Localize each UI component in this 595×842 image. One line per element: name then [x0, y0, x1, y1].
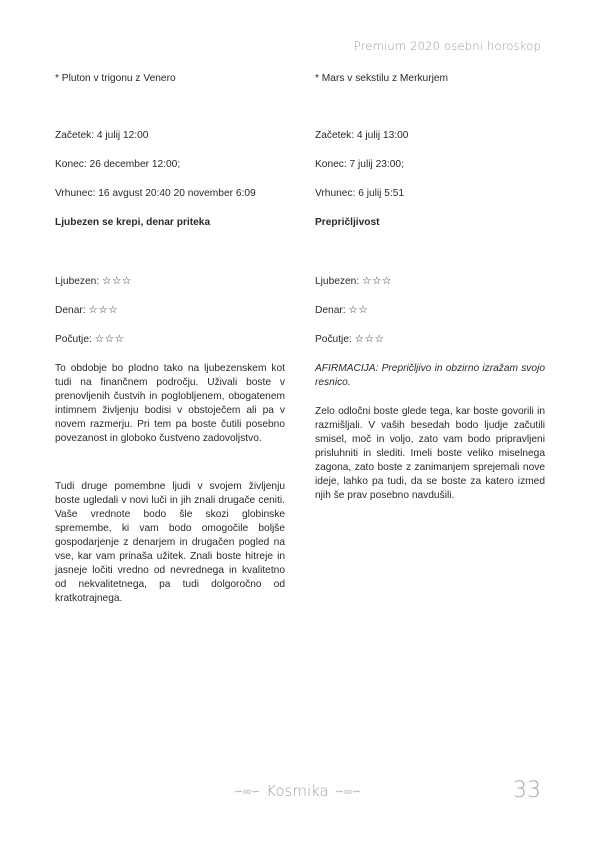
star-icon: ☆☆	[348, 304, 369, 316]
page-number: 33	[513, 778, 541, 803]
love-rating	[315, 274, 392, 289]
brand-logo	[0, 782, 595, 800]
star-icon: ☆☆☆	[102, 275, 132, 287]
star-icon: ☆☆☆	[362, 275, 392, 287]
affirmation: AFIRMACIJA: Prepričljivo in obzirno izražam svojo resnico.	[315, 363, 545, 388]
wellbeing-label: Počutje:	[55, 334, 92, 345]
star-icon: ☆☆☆	[354, 333, 385, 345]
page-header: Premium 2020 osebni horoskop	[353, 39, 541, 53]
money-label: Denar:	[315, 305, 346, 316]
peak-date: Vrhunec: 16 avgust 20:40 20 november 6:09	[55, 188, 256, 199]
ornament-icon: ∽∞∽	[233, 785, 261, 798]
love-rating	[55, 274, 132, 289]
wellbeing-label: Počutje:	[315, 334, 352, 345]
star-icon: ☆☆☆	[94, 333, 125, 345]
love-label: Ljubezen:	[55, 276, 100, 287]
ornament-icon: ∽∞∽	[334, 785, 362, 798]
end-date: Konec: 26 december 12:00;	[55, 159, 181, 170]
money-rating	[55, 303, 118, 318]
love-label: Ljubezen:	[315, 276, 360, 287]
end-date: Konec: 7 julij 23:00;	[315, 159, 404, 170]
section-title: Ljubezen se krepi, denar priteka	[55, 217, 211, 228]
peak-date: Vrhunec: 6 julij 5:51	[315, 188, 405, 199]
aspect-title: * Mars v sekstilu z Merkurjem	[315, 73, 449, 84]
paragraph: Zelo odločni boste glede tega, kar boste govorili in razmišljali. V vaših besedah bodo ljudje začutili smisel, moč in voljo, zato vam bodo pripravljeni prisluhniti in slediti. Imeli boste veliko miselnega zagona, zato boste z zanimanjem sprejemali nove ideje, lahko pa tudi, da se boste za katero izmed njih še prav posebno navdušili.	[315, 406, 545, 501]
star-icon: ☆☆☆	[88, 304, 119, 316]
money-rating	[315, 303, 368, 318]
aspect-title: * Pluton v trigonu z Venero	[55, 73, 176, 84]
section-title: Prepričljivost	[315, 217, 380, 228]
paragraph: Tudi druge pomembne ljudi v svojem življenju boste ugledali v novi luči in jih znali drugače ceniti. Vaše vrednote bodo šle skozi globinske spremembe, ki vam bodo omogočile boljše gospodarjenje z denarjem in drugačen pogled na vse, kar vam prinaša užitek. Znali boste hitreje in jasneje ločiti vredno od nevrednega in kvalitetno od nekvalitetnega, pa tudi dolgoročno od kratkotrajnega.	[55, 481, 285, 604]
wellbeing-rating	[55, 332, 124, 347]
start-date: Začetek: 4 julij 13:00	[315, 130, 409, 141]
wellbeing-rating	[315, 332, 384, 347]
logo-text: Kosmika	[266, 782, 329, 800]
start-date: Začetek: 4 julij 12:00	[55, 130, 149, 141]
paragraph: To obdobje bo plodno tako na ljubezenskem kot tudi na finančnem področju. Uživali boste v prenovljenih čustvih in poglobljenem, obogatenem intimnem življenju bodisi v obstoječem ali pa v novem razmerju. Pri tem pa boste čutili posebno povezanost in globoko čustveno zadovoljstvo.	[55, 363, 285, 444]
money-label: Denar:	[55, 305, 86, 316]
